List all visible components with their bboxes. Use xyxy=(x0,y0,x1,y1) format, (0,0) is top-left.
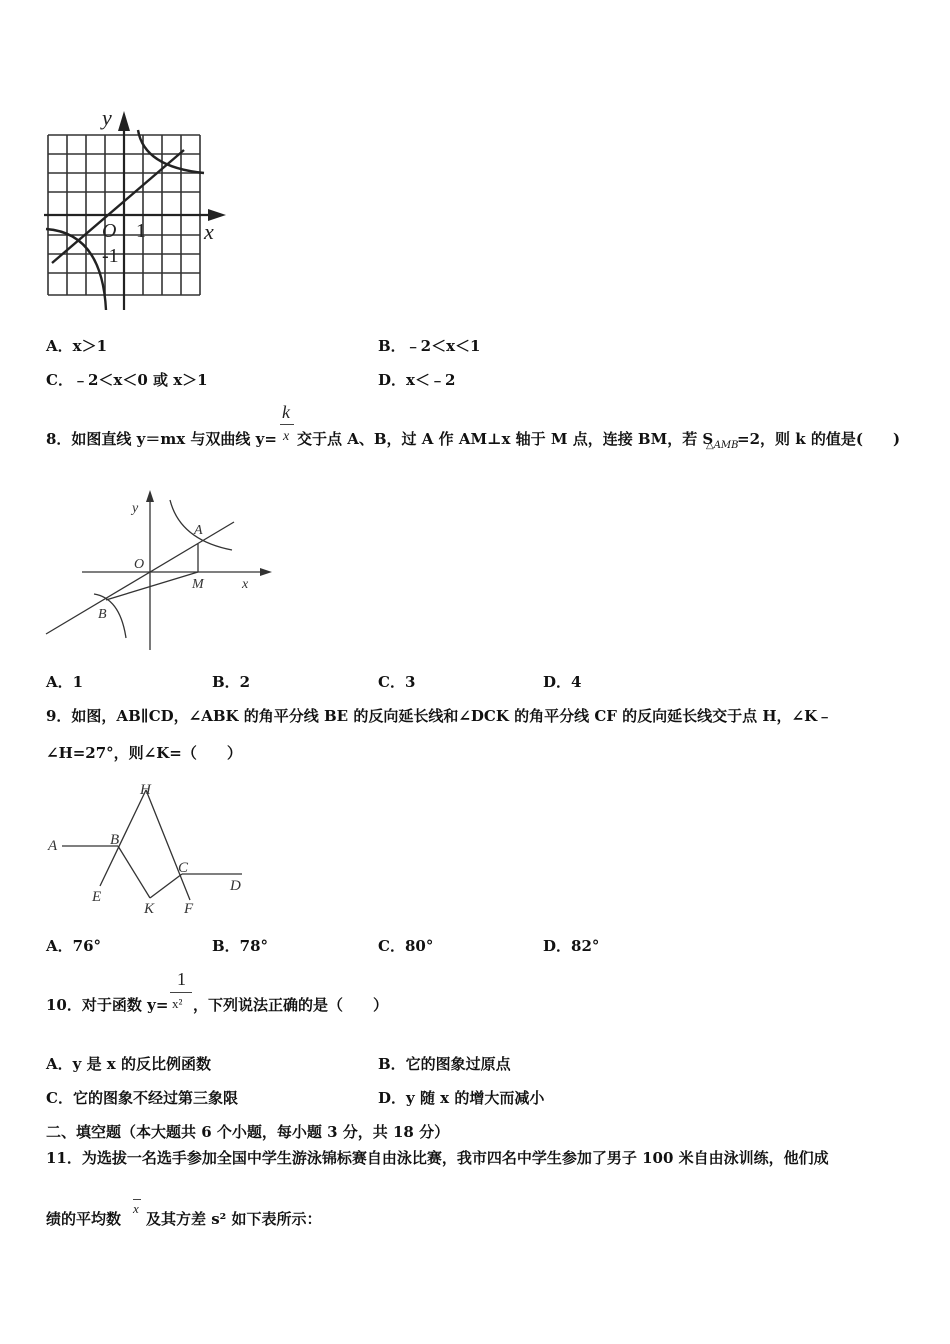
q10-option-d: D．y 随 x 的增大而减小 xyxy=(378,1089,545,1107)
q7-graph xyxy=(44,105,234,315)
q8-label-y: y xyxy=(132,501,139,516)
q7-option-d: D．x＜﹣2 xyxy=(378,371,456,389)
q7-label-o: O xyxy=(102,220,117,242)
q11-text-part1: 绩的平均数 xyxy=(46,1210,122,1228)
q9-label-d: D xyxy=(230,878,241,894)
q9-figure xyxy=(44,778,254,918)
q10-frac-bar xyxy=(170,992,192,993)
q8-label-o: O xyxy=(134,557,145,572)
q11-text-part2: 及其方差 s² 如下表所示： xyxy=(146,1210,322,1228)
q11-xbar: x xyxy=(133,1201,139,1216)
q8-option-a: A．1 xyxy=(46,673,84,691)
q10-frac-numerator: 1 xyxy=(177,969,186,989)
q8-graph xyxy=(42,488,282,654)
q9-label-f: F xyxy=(184,901,194,917)
q7-label-neg-one: -1 xyxy=(102,245,119,267)
q9-label-k: K xyxy=(144,901,155,917)
q8-label-b: B xyxy=(98,607,107,622)
q9-option-b: B．78° xyxy=(212,937,269,955)
q9-text-line2: ∠H=27°，则∠K=（ ） xyxy=(46,744,242,762)
q10-frac-denominator: x² xyxy=(172,996,183,1011)
q8-label-x: x xyxy=(242,577,249,592)
q8-label-m: M xyxy=(192,577,204,592)
q8-label-a: A xyxy=(194,523,203,538)
q8-frac-denominator: x xyxy=(283,429,290,444)
q11-xbar-bar xyxy=(133,1199,141,1200)
q7-label-x: x xyxy=(204,219,214,244)
q8-frac-bar xyxy=(280,424,294,425)
q10-option-c: C．它的图象不经过第三象限 xyxy=(46,1089,238,1107)
q7-label-one: 1 xyxy=(136,220,146,242)
q9-label-h: H xyxy=(140,782,151,798)
q9-label-b: B xyxy=(110,832,120,848)
q8-frac-numerator: k xyxy=(282,402,290,422)
q8-option-b: B．2 xyxy=(212,673,251,691)
q8-text-part3: =2，则 k 的值是( ) xyxy=(737,430,901,448)
q9-label-c: C xyxy=(178,860,189,876)
q9-label-e: E xyxy=(92,889,102,905)
q9-option-a: A．76° xyxy=(46,937,102,955)
q7-option-c: C．﹣2＜x＜0 或 x＞1 xyxy=(46,371,208,389)
q11-text-line1: 11．为选拔一名选手参加全国中学生游泳锦标赛自由泳比赛，我市四名中学生参加了男子 100 米自由泳训练，他们成 xyxy=(46,1149,829,1167)
q7-label-y: y xyxy=(102,105,112,130)
q7-option-a: A．x＞1 xyxy=(46,337,108,355)
q8-text-part1: 8．如图直线 y＝mx 与双曲线 y= xyxy=(46,430,277,448)
q10-text-part1: 10．对于函数 y= xyxy=(46,996,169,1014)
q10-text-part2: ，下列说法正确的是（ ） xyxy=(193,996,389,1014)
q9-option-c: C．80° xyxy=(378,937,434,955)
q10-option-b: B．它的图象过原点 xyxy=(378,1055,511,1073)
q10-option-a: A．y 是 x 的反比例函数 xyxy=(46,1055,211,1073)
q7-option-b: B．﹣2＜x＜1 xyxy=(378,337,481,355)
q9-text-line1: 9．如图，AB∥CD，∠ABK 的角平分线 BE 的反向延长线和∠DCK 的角平分线 CF 的反向延长线交于点 H，∠K﹣ xyxy=(46,707,833,725)
q9-option-d: D．82° xyxy=(543,937,600,955)
q9-label-a: A xyxy=(48,838,58,854)
q8-text-part2: 交于点 A、B，过 A 作 AM⊥x 轴于 M 点，连接 BM，若 S xyxy=(297,430,714,448)
section2-title: 二、填空题（本大题共 6 个小题，每小题 3 分，共 18 分） xyxy=(46,1123,450,1141)
q8-option-c: C．3 xyxy=(378,673,416,691)
q8-subscript: △AMB xyxy=(706,440,739,451)
q8-option-d: D．4 xyxy=(543,673,582,691)
